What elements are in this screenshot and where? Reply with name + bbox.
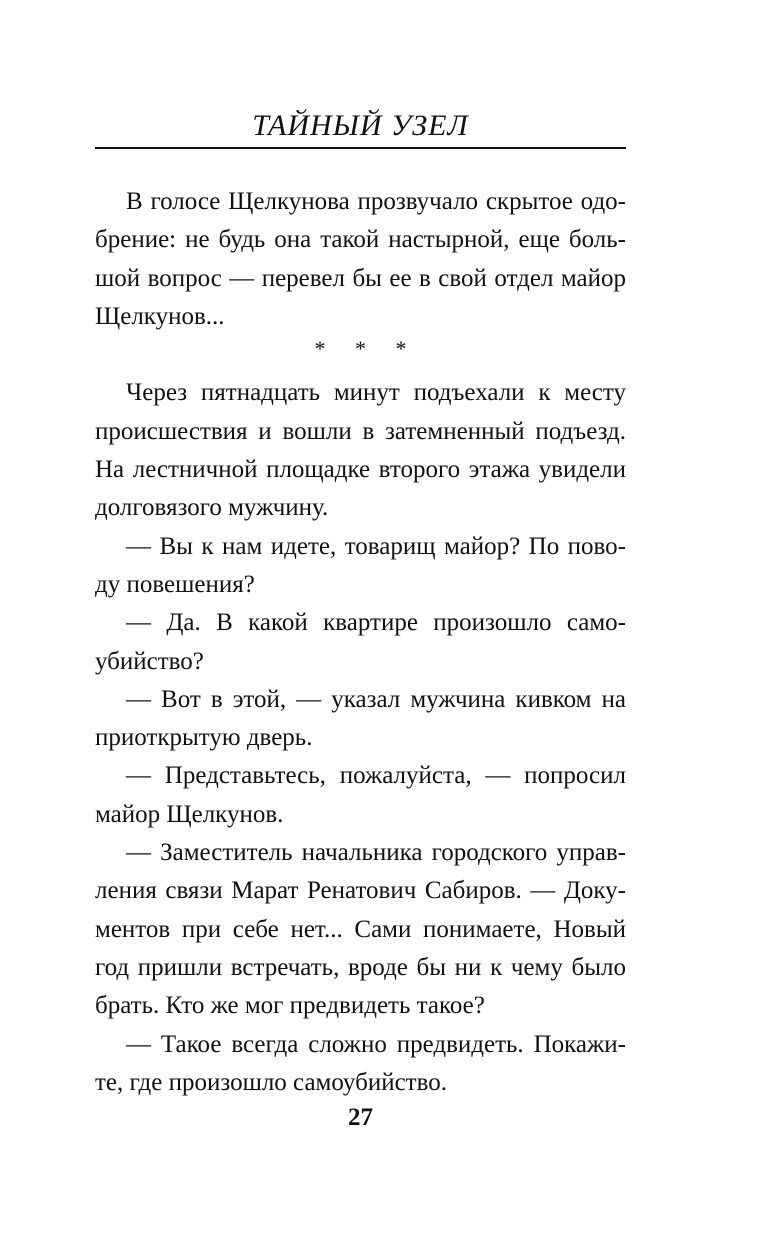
running-header-title: ТАЙНЫЙ УЗЕЛ [252,109,469,142]
text-line: брать. Кто же мог предвидеть такое? [95,992,485,1020]
header-rule [95,147,626,149]
text-line: — Да. В какой квартире произошло само- [126,609,626,637]
text-line: шой вопрос — перевел бы ее в свой отдел майор [95,264,626,292]
text-line: — Вот в этой, — указал мужчина кивком на [126,685,626,713]
paragraph [95,1026,626,1103]
text-line: происшествия и вошли в затемненный подъезд. [95,417,626,445]
body-text [95,183,626,1102]
section-separator: * * * [314,336,419,362]
text-line: На лестничной площадке второго этажа увидели [95,456,626,484]
text-line: те, где произошло самоубийство. [95,1068,447,1096]
text-line: брение: не будь она такой настырной, еще боль- [95,226,626,254]
text-line: — Заместитель начальника городского управ- [126,839,626,867]
text-line: год пришли встречать, вроде бы ни к чему было [95,953,626,981]
text-line: Щелкунов... [95,302,225,330]
text-line: Через пятнадцать минут подъехали к месту [126,379,626,407]
text-line: В голосе Щелкунова прозвучало скрытое одо- [126,188,626,215]
paragraph [95,374,626,527]
page-number: 27 [348,1104,373,1131]
text-line: майор Щелкунов. [95,800,284,828]
paragraph [95,681,626,758]
paragraph [95,604,626,681]
text-line: ления связи Марат Ренатович Сабиров. — Доку- [95,877,626,905]
text-line: ментов при себе нет... Сами понимаете, Новый [95,915,626,943]
paragraph [95,757,626,834]
text-line: долговязого мужчину. [95,494,329,522]
paragraph [95,528,626,605]
text-line: — Представьтесь, пожалуйста, — попросил [126,762,626,790]
paragraph [95,834,626,1025]
text-line: убийство? [95,647,204,675]
text-line: ду повешения? [95,570,255,598]
text-line: приоткрытую дверь. [95,724,313,752]
paragraph [95,183,626,336]
text-line: — Вы к нам идете, товарищ майор? По пово- [126,532,626,560]
text-line: — Такое всегда сложно предвидеть. Покажи- [126,1030,626,1058]
